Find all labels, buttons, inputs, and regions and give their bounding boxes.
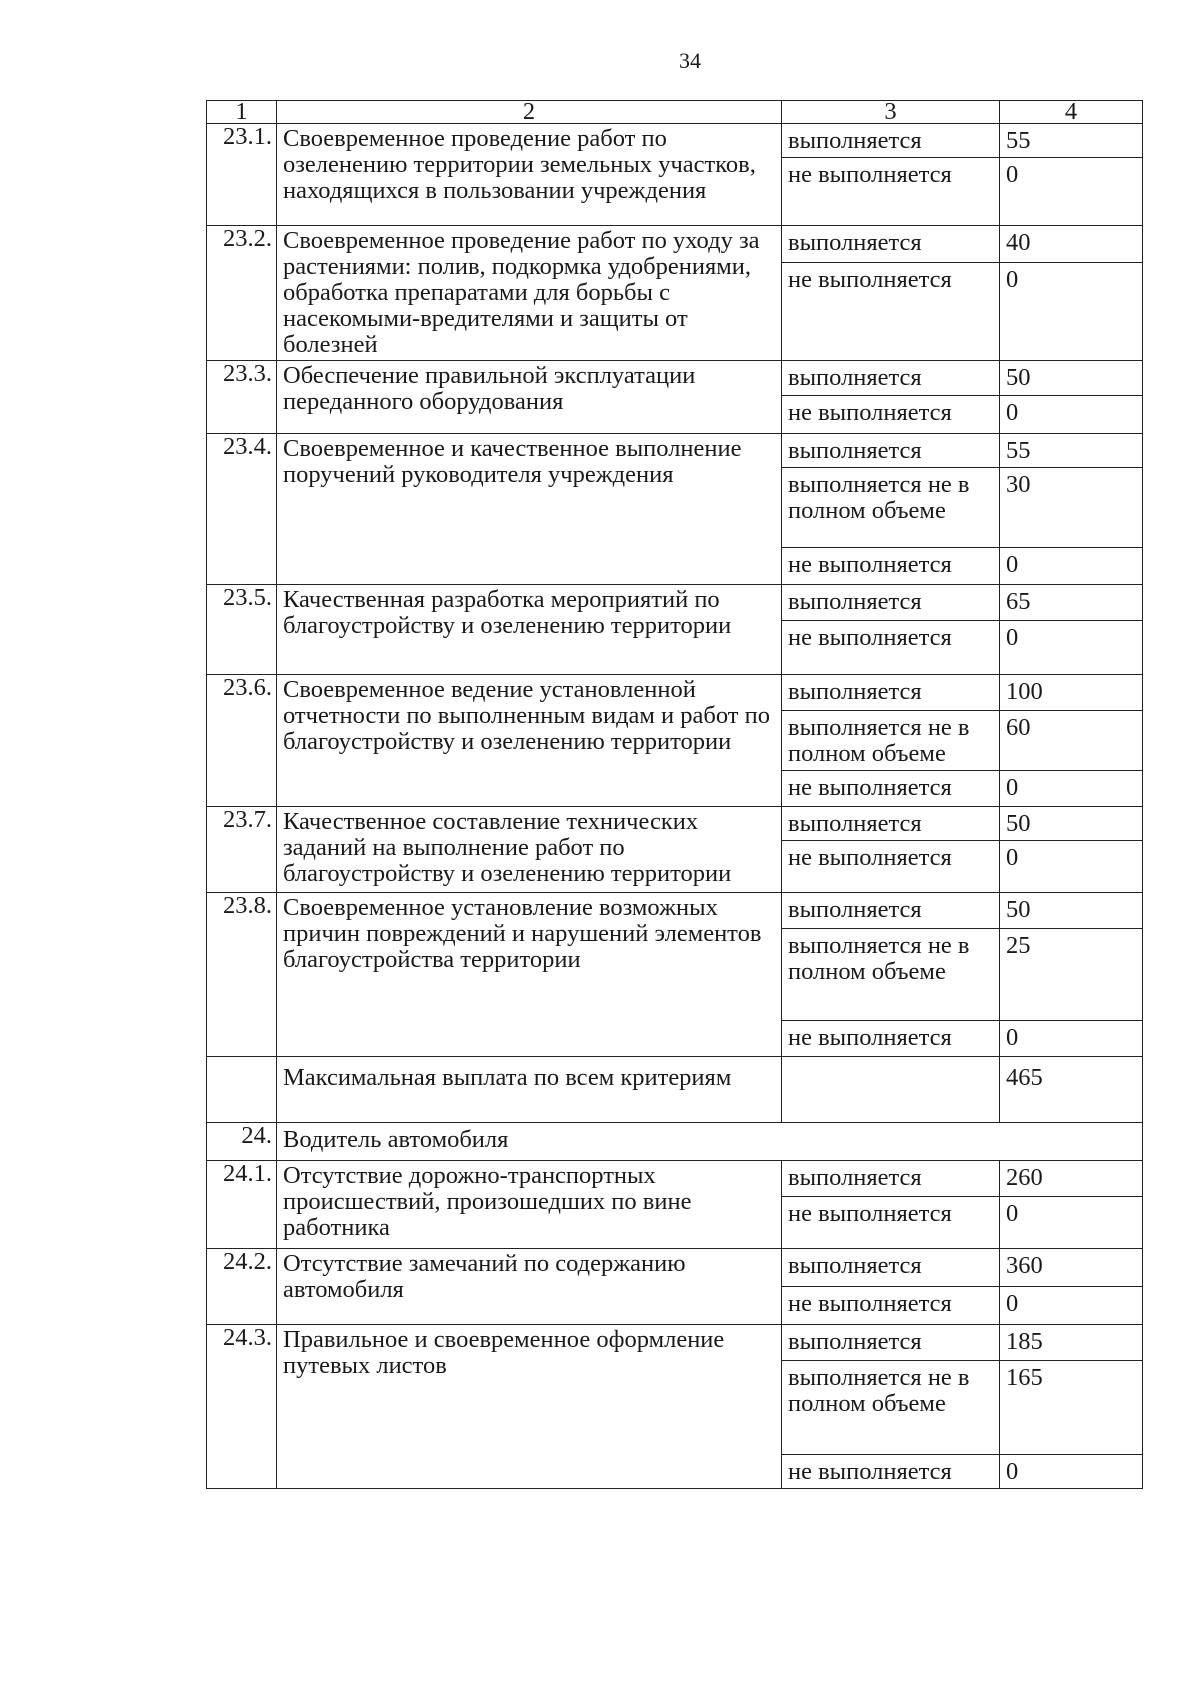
points-cell: 185 [1000, 1325, 1143, 1361]
points-cell: 0 [1000, 396, 1143, 434]
status-cell: выполняется не в полном объеме [782, 468, 1000, 548]
empty-cell [207, 1057, 277, 1123]
status-cell: выполняется [782, 361, 1000, 396]
table-row [207, 1249, 1143, 1287]
criterion-number: 23.2. [207, 226, 277, 361]
status-cell: выполняется [782, 675, 1000, 711]
status-cell: не выполняется [782, 1197, 1000, 1249]
column-header: 1 [207, 101, 277, 124]
criterion-number: 23.7. [207, 807, 277, 893]
criterion-text: Своевременное проведение работ по озеленению территории земельных участков, находящихся в пользовании учреждения [277, 124, 782, 226]
table-row [207, 1161, 1143, 1197]
criterion-text: Отсутствие замечаний по содержанию автомобиля [277, 1249, 782, 1325]
criterion-number: 23.1. [207, 124, 277, 226]
status-cell: не выполняется [782, 841, 1000, 893]
section-row [207, 1123, 1143, 1161]
status-cell: выполняется [782, 226, 1000, 263]
points-cell: 50 [1000, 893, 1143, 929]
criterion-text: Своевременное проведение работ по уходу за растениями: полив, подкормка удобрениями, обработка препаратами для борьбы с насекомыми-вредителями и защиты от болезней [277, 226, 782, 361]
status-cell: не выполняется [782, 1287, 1000, 1325]
points-cell: 60 [1000, 711, 1143, 771]
status-cell: выполняется не в полном объеме [782, 929, 1000, 1021]
table-row [207, 893, 1143, 929]
points-cell: 260 [1000, 1161, 1143, 1197]
points-cell: 55 [1000, 124, 1143, 158]
points-cell: 0 [1000, 1197, 1143, 1249]
status-cell: выполняется не в полном объеме [782, 1361, 1000, 1455]
table-header-row [207, 101, 1143, 124]
table-row [207, 675, 1143, 711]
points-cell: 30 [1000, 468, 1143, 548]
section-title: Водитель автомобиля [277, 1123, 1143, 1161]
status-cell: выполняется [782, 1249, 1000, 1287]
points-cell: 0 [1000, 548, 1143, 585]
points-cell: 25 [1000, 929, 1143, 1021]
status-cell: выполняется не в полном объеме [782, 711, 1000, 771]
status-cell: не выполняется [782, 621, 1000, 675]
points-cell: 0 [1000, 1021, 1143, 1057]
points-cell: 0 [1000, 1455, 1143, 1489]
column-header: 2 [277, 101, 782, 124]
max-payment-row [207, 1057, 1143, 1123]
points-cell: 0 [1000, 263, 1143, 361]
table-row [207, 585, 1143, 621]
points-cell: 165 [1000, 1361, 1143, 1455]
criterion-number: 23.5. [207, 585, 277, 675]
table-row [207, 124, 1143, 158]
criterion-number: 24.1. [207, 1161, 277, 1249]
status-cell: не выполняется [782, 771, 1000, 807]
criterion-text: Своевременное и качественное выполнение поручений руководителя учреждения [277, 434, 782, 585]
criterion-text: Своевременное установление возможных причин повреждений и нарушений элементов благоустройства территории [277, 893, 782, 1057]
table-row [207, 807, 1143, 841]
criterion-text: Обеспечение правильной эксплуатации переданного оборудования [277, 361, 782, 434]
status-cell: не выполняется [782, 396, 1000, 434]
criterion-text: Качественная разработка мероприятий по благоустройству и озеленению территории [277, 585, 782, 675]
points-cell: 65 [1000, 585, 1143, 621]
points-cell: 0 [1000, 841, 1143, 893]
status-cell: не выполняется [782, 1021, 1000, 1057]
status-cell: выполняется [782, 1161, 1000, 1197]
table-row [207, 434, 1143, 468]
table-row [207, 1325, 1143, 1361]
max-payment-label: Максимальная выплата по всем критериям [277, 1057, 782, 1123]
criterion-number: 23.8. [207, 893, 277, 1057]
empty-cell [782, 1057, 1000, 1123]
criterion-text: Качественное составление технических заданий на выполнение работ по благоустройству и озеленению территории [277, 807, 782, 893]
criterion-text: Своевременное ведение установленной отчетности по выполненным видам и работ по благоустройству и озеленению территории [277, 675, 782, 807]
criterion-number: 24.3. [207, 1325, 277, 1489]
points-cell: 100 [1000, 675, 1143, 711]
criterion-number: 24.2. [207, 1249, 277, 1325]
status-cell: выполняется [782, 434, 1000, 468]
points-cell: 0 [1000, 1287, 1143, 1325]
points-cell: 360 [1000, 1249, 1143, 1287]
criterion-number: 23.4. [207, 434, 277, 585]
table-row [207, 226, 1143, 263]
points-cell: 40 [1000, 226, 1143, 263]
status-cell: не выполняется [782, 1455, 1000, 1489]
points-cell: 0 [1000, 771, 1143, 807]
max-payment-points: 465 [1000, 1057, 1143, 1123]
points-cell: 55 [1000, 434, 1143, 468]
points-cell: 50 [1000, 361, 1143, 396]
status-cell: не выполняется [782, 158, 1000, 226]
criterion-text: Отсутствие дорожно-транспортных происшествий, произошедших по вине работника [277, 1161, 782, 1249]
points-cell: 0 [1000, 621, 1143, 675]
criterion-text: Правильное и своевременное оформление путевых листов [277, 1325, 782, 1489]
status-cell: не выполняется [782, 263, 1000, 361]
criterion-number: 23.3. [207, 361, 277, 434]
criteria-table [206, 100, 1143, 1489]
status-cell: выполняется [782, 893, 1000, 929]
page-number: 34 [679, 48, 701, 73]
status-cell: выполняется [782, 585, 1000, 621]
criterion-number: 23.6. [207, 675, 277, 807]
column-header: 3 [782, 101, 1000, 124]
status-cell: выполняется [782, 807, 1000, 841]
points-cell: 0 [1000, 158, 1143, 226]
status-cell: выполняется [782, 1325, 1000, 1361]
status-cell: не выполняется [782, 548, 1000, 585]
section-number: 24. [207, 1123, 277, 1161]
status-cell: выполняется [782, 124, 1000, 158]
table-row [207, 361, 1143, 396]
column-header: 4 [1000, 101, 1143, 124]
points-cell: 50 [1000, 807, 1143, 841]
